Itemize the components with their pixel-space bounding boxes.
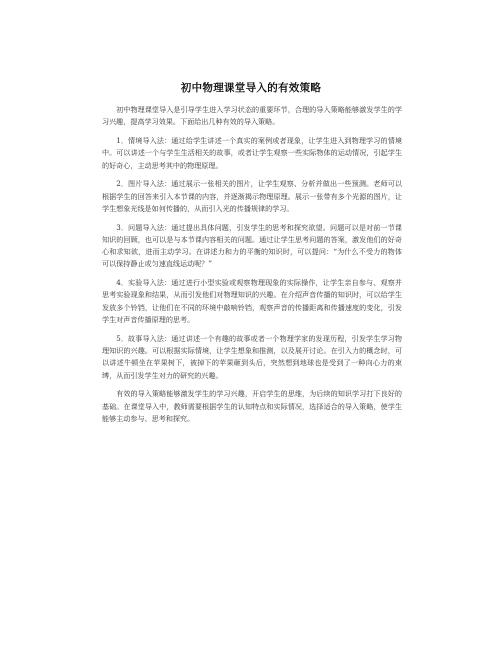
strategy-paragraph-question: 3．问题导入法：通过提出具体问题，引发学生的思考和探究欲望。问题可以是对前一节课知识的回顾，也可以是与本节课内容相关的问题。通过让学生思考问题的答案，激发他们的好奇心和求知欲，进而主动学习。在讲述力和力的平衡的知识时，可以提问：“为什么不受力的物体可以保持静止或匀速直线运动呢？” (102, 222, 402, 269)
document-title: 初中物理课堂导入的有效策略 (180, 82, 322, 94)
strategy-paragraph-picture: 2．图片导入法：通过展示一张相关的图片，让学生观察、分析并做出一些预测。老师可以根据学生的回答来引入本节课的内容，并逐渐揭示物理原理。展示一张带有多个光源的图片，让学生想象光线是如何传播的，从而引入光的传播规律的学习。 (102, 179, 402, 213)
document-body (102, 104, 402, 432)
strategy-paragraph-situation: 1．情境导入法：通过给学生讲述一个真实的案例或者现象，让学生进入到物理学习的情境中。可以讲述一个与学生生活相关的故事，或者让学生观察一些实际物体的运动情况，引起学生的好奇心，主动思考其中的物理原理。 (102, 135, 402, 170)
strategy-paragraph-story: 5．故事导入法：通过讲述一个有趣的故事或者一个物理学家的发现历程，引发学生学习物理知识的兴趣。可以根据实际情境，让学生想象和推测，以及展开讨论。在引入力的概念时，可以讲述牛顿坐在苹果树下，被掉下的苹果砸到头后，突然想到地球也是受到了一种向心力的束缚，从而引发学生对力的研究的兴趣。 (102, 333, 402, 380)
conclusion-paragraph: 有效的导入策略能够激发学生的学习兴趣，开启学生的思维，为后续的知识学习打下良好的基础。在课堂导入中，教师需要根据学生的认知特点和实际情况，选择适合的导入策略，使学生能够主动参与、思考和探究。 (102, 389, 402, 423)
strategy-paragraph-experiment: 4．实验导入法：通过进行小型实验或观察物理现象的实际操作，让学生亲自参与、观察并思考实验现象和结果，从而引发他们对物理知识的兴趣。在介绍声音传播的知识时，可以给学生发放多个铃铛，让他们在不同的环境中敲响铃铛，观察声音的传播距离和传播速度的变化，引发学生对声音传播原理的思考。 (102, 278, 402, 325)
intro-paragraph: 初中物理课堂导入是引导学生进入学习状态的重要环节，合理的导入策略能够激发学生的学习兴趣，提高学习效果。下面给出几种有效的导入策略。 (102, 105, 402, 127)
